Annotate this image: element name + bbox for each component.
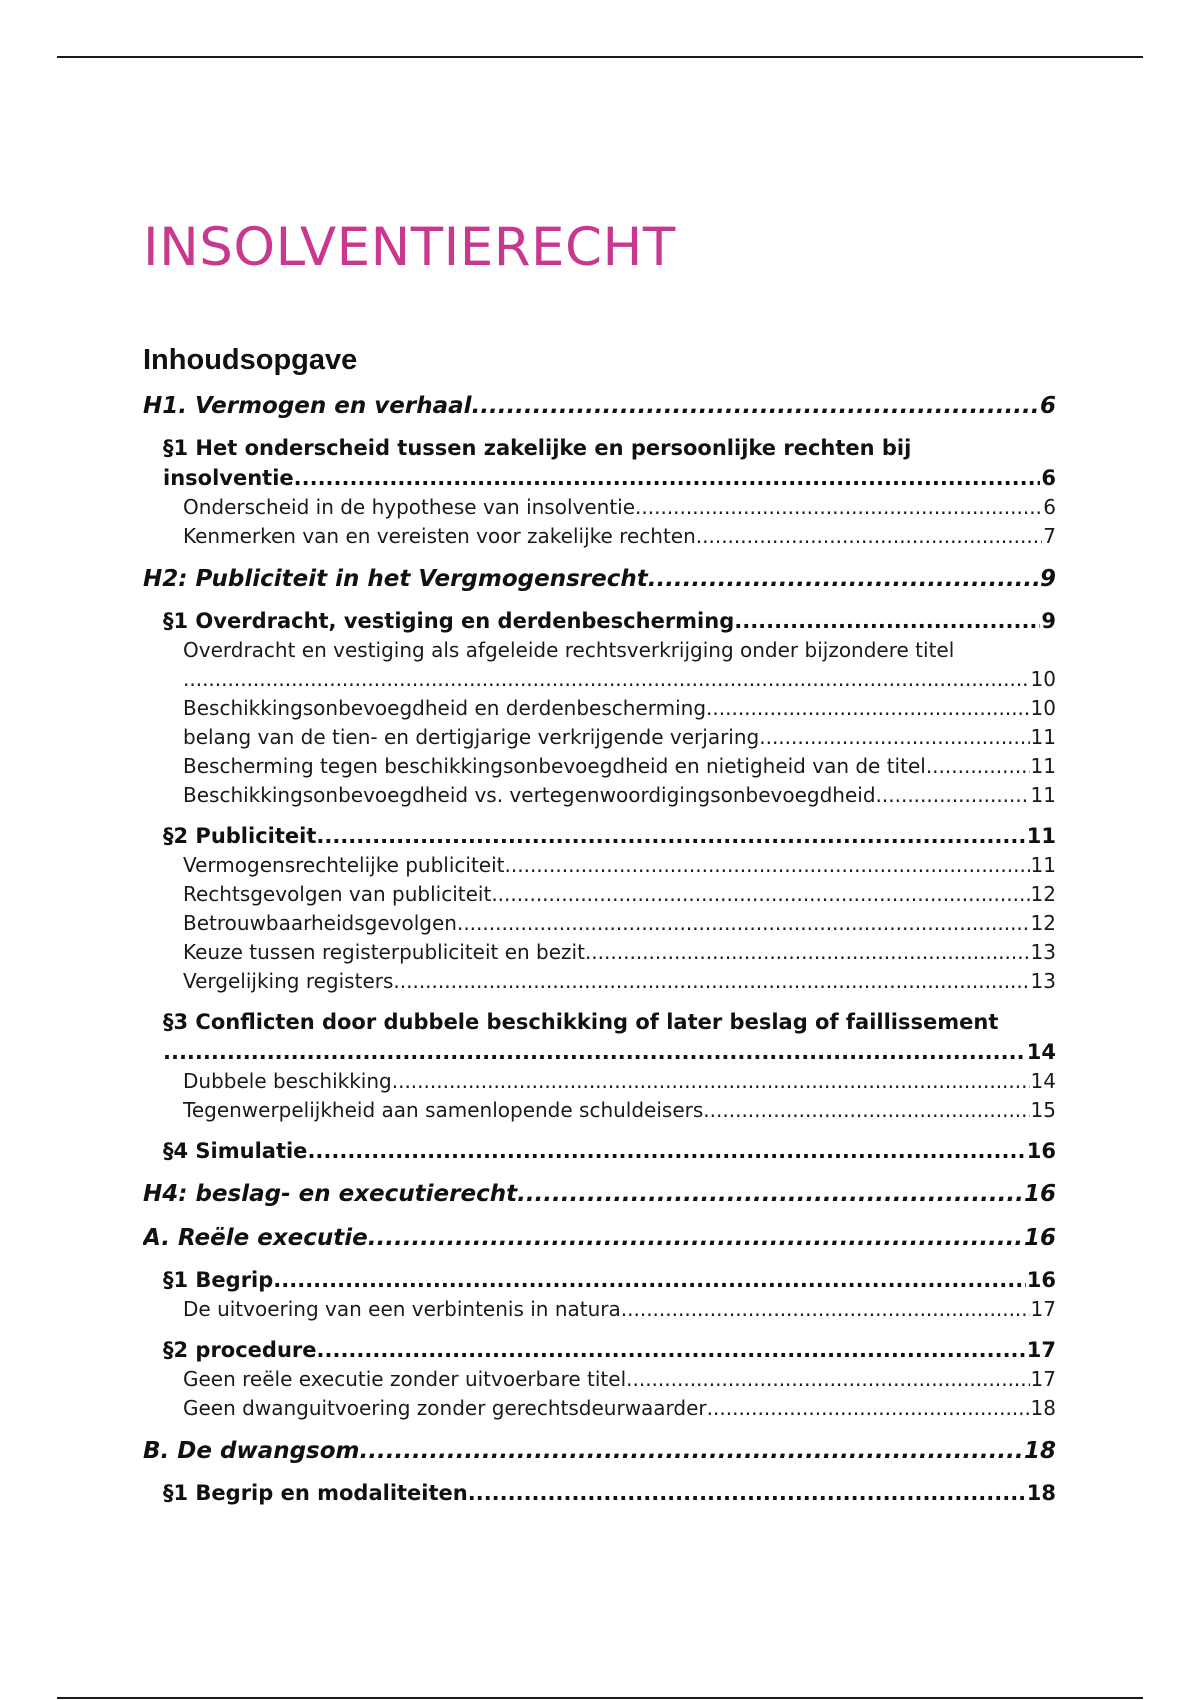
toc-entry-page: 10 bbox=[1030, 696, 1056, 720]
toc-entry-level-2[interactable] bbox=[143, 821, 1056, 851]
dot-leader bbox=[621, 1295, 1030, 1324]
dot-leader bbox=[505, 851, 1030, 880]
dot-leader bbox=[368, 1222, 1023, 1254]
dot-leader bbox=[393, 967, 1029, 996]
toc-entry-page: 10 bbox=[1030, 667, 1056, 691]
toc-entry-label: Dubbele beschikking bbox=[183, 1069, 392, 1093]
toc-entry-page: 17 bbox=[1026, 1338, 1056, 1362]
dot-leader bbox=[273, 1265, 1025, 1295]
toc-entry-level-3[interactable] bbox=[143, 880, 1056, 909]
toc-entry-level-3[interactable] bbox=[143, 694, 1056, 723]
toc-heading: Inhoudsopgave bbox=[143, 344, 358, 376]
toc-entry-page: 14 bbox=[1030, 1069, 1056, 1093]
toc-entry-page: 12 bbox=[1030, 882, 1056, 906]
toc-entry-label: H1. Vermogen en verhaal bbox=[143, 393, 472, 419]
dot-leader bbox=[696, 522, 1043, 551]
toc-entry-page: 11 bbox=[1030, 725, 1056, 749]
toc-entry-page: 15 bbox=[1030, 1098, 1056, 1122]
dot-leader bbox=[317, 1335, 1026, 1365]
toc-entry-page: 12 bbox=[1030, 911, 1056, 935]
toc-entry-page: 11 bbox=[1026, 824, 1056, 848]
toc-entry-level-1[interactable] bbox=[143, 1178, 1056, 1210]
toc-entry-page: 9 bbox=[1039, 566, 1056, 592]
toc-entry-page: 9 bbox=[1041, 609, 1056, 633]
toc-entry-label: Tegenwerpelijkheid aan samenlopende schuldeisers bbox=[183, 1098, 704, 1122]
toc-entry-label: Keuze tussen registerpubliciteit en bezit bbox=[183, 940, 585, 964]
toc-entry-label: De uitvoering van een verbintenis in natura bbox=[183, 1297, 621, 1321]
dot-leader bbox=[468, 1478, 1026, 1508]
toc-entry-label: Beschikkingsonbevoegdheid en derdenbescherming bbox=[183, 696, 707, 720]
dot-leader bbox=[316, 821, 1025, 851]
toc-entry-level-3[interactable] bbox=[143, 522, 1056, 551]
toc-entry-level-1[interactable] bbox=[143, 390, 1056, 422]
dot-leader bbox=[585, 938, 1030, 967]
dot-leader bbox=[626, 1365, 1029, 1394]
toc-entry-page: 16 bbox=[1026, 1268, 1056, 1292]
dot-leader bbox=[648, 563, 1039, 595]
document-title: INSOLVENTIERECHT bbox=[143, 217, 676, 278]
toc-entry-level-3[interactable] bbox=[143, 851, 1056, 880]
toc-entry-page: 18 bbox=[1023, 1438, 1056, 1464]
toc-entry-level-1[interactable] bbox=[143, 1435, 1056, 1467]
toc-entry-label: Geen reële executie zonder uitvoerbare titel bbox=[183, 1367, 627, 1391]
dot-leader bbox=[876, 781, 1030, 810]
toc-entry-label: Betrouwbaarheidsgevolgen bbox=[183, 911, 457, 935]
toc-entry-level-2[interactable] bbox=[143, 433, 1056, 493]
toc-entry-level-3[interactable] bbox=[143, 1394, 1056, 1423]
dot-leader bbox=[734, 606, 1040, 636]
toc-entry-label: Geen dwanguitvoering zonder gerechtsdeurwaarder bbox=[183, 1396, 707, 1420]
toc-entry-level-3[interactable] bbox=[143, 909, 1056, 938]
toc-entry-level-2[interactable] bbox=[143, 1136, 1056, 1166]
toc-entry-page: 17 bbox=[1030, 1297, 1056, 1321]
toc-entry-level-1[interactable] bbox=[143, 563, 1056, 595]
toc-entry-label: Overdracht en vestiging als afgeleide rechtsverkrijging onder bijzondere titel bbox=[183, 638, 955, 662]
dot-leader bbox=[517, 1178, 1023, 1210]
toc-entry-level-3[interactable] bbox=[143, 493, 1056, 522]
dot-leader bbox=[294, 463, 1041, 493]
toc-entry-level-3[interactable] bbox=[143, 1365, 1056, 1394]
toc-entry-level-2[interactable] bbox=[143, 606, 1056, 636]
toc-entry-page: 7 bbox=[1043, 524, 1056, 548]
toc-entry-label: §1 Begrip en modaliteiten bbox=[163, 1481, 468, 1505]
toc-entry-label: §4 Simulatie bbox=[163, 1139, 308, 1163]
toc-entry-level-3[interactable] bbox=[143, 723, 1056, 752]
toc-entry-page: 16 bbox=[1026, 1139, 1056, 1163]
toc-entry-page: 16 bbox=[1023, 1181, 1056, 1207]
toc-entry-label: §2 Publiciteit bbox=[163, 824, 317, 848]
dot-leader bbox=[457, 909, 1030, 938]
toc-entry-page: 13 bbox=[1030, 940, 1056, 964]
toc-entry-label: Rechtsgevolgen van publiciteit bbox=[183, 882, 492, 906]
dot-leader bbox=[392, 1067, 1030, 1096]
toc-entry-label: A. Reële executie bbox=[143, 1225, 368, 1251]
toc-entry-level-3[interactable] bbox=[143, 636, 1056, 694]
toc-entry-label: Vergelijking registers bbox=[183, 969, 394, 993]
toc-entry-label: §2 procedure bbox=[163, 1338, 317, 1362]
dot-leader bbox=[706, 694, 1030, 723]
dot-leader bbox=[163, 1037, 1026, 1067]
toc-entry-page: 14 bbox=[1026, 1040, 1056, 1064]
table-of-contents bbox=[143, 390, 1056, 1508]
dot-leader bbox=[472, 390, 1039, 422]
toc-entry-page: 18 bbox=[1026, 1481, 1056, 1505]
toc-entry-label: §3 Conflicten door dubbele beschikking of later beslag of faillissement bbox=[163, 1010, 999, 1034]
toc-entry-page: 16 bbox=[1023, 1225, 1056, 1251]
dot-leader bbox=[707, 1394, 1030, 1423]
dot-leader bbox=[183, 665, 1030, 694]
toc-entry-page: 17 bbox=[1030, 1367, 1056, 1391]
toc-entry-page: 11 bbox=[1030, 853, 1056, 877]
toc-entry-level-2[interactable] bbox=[143, 1478, 1056, 1508]
toc-entry-label: §1 Overdracht, vestiging en derdenbescherming bbox=[163, 609, 735, 633]
toc-entry-label: Onderscheid in de hypothese van insolventie bbox=[183, 495, 636, 519]
dot-leader bbox=[926, 752, 1030, 781]
dot-leader bbox=[491, 880, 1029, 909]
toc-entry-level-1[interactable] bbox=[143, 1222, 1056, 1254]
toc-entry-label: Bescherming tegen beschikkingsonbevoegdheid en nietigheid van de titel bbox=[183, 754, 926, 778]
dot-leader bbox=[360, 1435, 1023, 1467]
toc-entry-level-3[interactable] bbox=[143, 752, 1056, 781]
toc-entry-page: 6 bbox=[1039, 393, 1056, 419]
toc-entry-label: §1 Begrip bbox=[163, 1268, 274, 1292]
toc-entry-level-3[interactable] bbox=[143, 1067, 1056, 1096]
dot-leader bbox=[759, 723, 1029, 752]
toc-entry-label: belang van de tien- en dertigjarige verkrijgende verjaring bbox=[183, 725, 760, 749]
toc-entry-level-3[interactable] bbox=[143, 967, 1056, 996]
dot-leader bbox=[703, 1096, 1029, 1125]
toc-entry-level-3[interactable] bbox=[143, 1096, 1056, 1125]
toc-entry-label: Vermogensrechtelijke publiciteit bbox=[183, 853, 505, 877]
toc-entry-label: §1 Het onderscheid tussen zakelijke en persoonlijke rechten bij bbox=[163, 436, 912, 460]
toc-entry-level-2[interactable] bbox=[143, 1265, 1056, 1295]
toc-entry-label: Beschikkingsonbevoegdheid vs. vertegenwoordigingsonbevoegdheid bbox=[183, 783, 876, 807]
toc-entry-label: Kenmerken van en vereisten voor zakelijke rechten bbox=[183, 524, 696, 548]
toc-entry-page: 6 bbox=[1041, 466, 1056, 490]
toc-entry-label: B. De dwangsom bbox=[143, 1438, 360, 1464]
toc-entry-level-2[interactable] bbox=[143, 1007, 1056, 1067]
dot-leader bbox=[635, 493, 1042, 522]
toc-entry-label-continuation: insolventie bbox=[163, 466, 294, 490]
toc-entry-label: H4: beslag- en executierecht bbox=[143, 1181, 518, 1207]
toc-entry-level-2[interactable] bbox=[143, 1335, 1056, 1365]
toc-entry-level-3[interactable] bbox=[143, 1295, 1056, 1324]
toc-entry-level-3[interactable] bbox=[143, 781, 1056, 810]
toc-entry-page: 11 bbox=[1030, 754, 1056, 778]
dot-leader bbox=[307, 1136, 1025, 1166]
toc-entry-page: 6 bbox=[1043, 495, 1056, 519]
toc-entry-level-3[interactable] bbox=[143, 938, 1056, 967]
toc-entry-page: 18 bbox=[1030, 1396, 1056, 1420]
toc-entry-page: 11 bbox=[1030, 783, 1056, 807]
toc-entry-label: H2: Publiciteit in het Vergmogensrecht bbox=[143, 566, 648, 592]
toc-entry-page: 13 bbox=[1030, 969, 1056, 993]
header-rule bbox=[57, 56, 1143, 58]
footer-rule bbox=[57, 1697, 1143, 1699]
